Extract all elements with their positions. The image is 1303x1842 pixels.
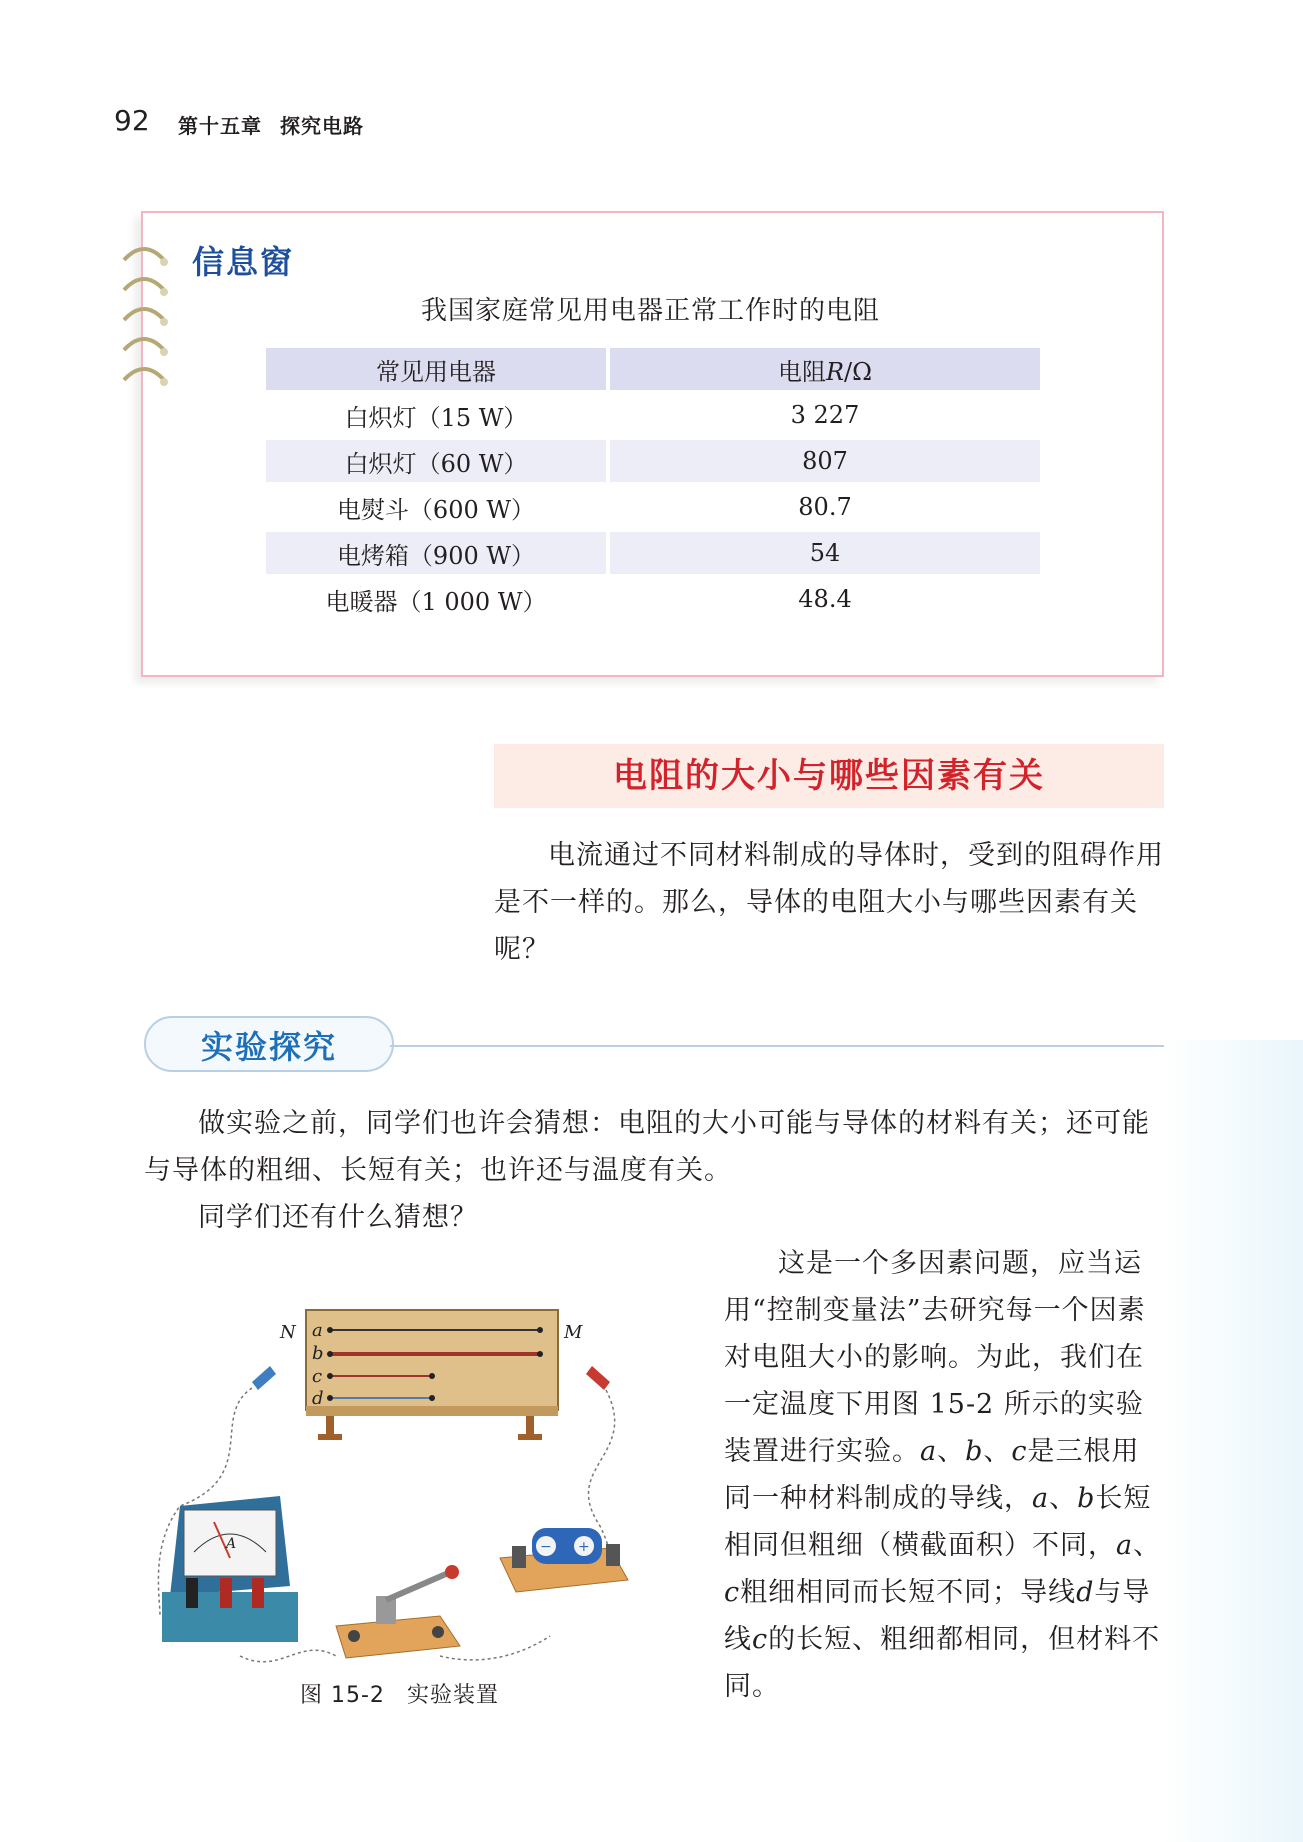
resistance-cell: 3 227 xyxy=(790,401,860,429)
resistance-symbol: R xyxy=(825,357,845,386)
method-text: 是三根用同一种材料制成的导线， xyxy=(724,1436,1140,1514)
resistance-cell: 80.7 xyxy=(798,493,852,521)
figure-caption-text: 实验装置 xyxy=(406,1683,499,1708)
method-text: 的长短、粗细都相同，但材料不同。 xyxy=(724,1624,1161,1702)
separator: 、 xyxy=(937,1436,966,1467)
question-paragraph: 同学们还有什么猜想？ xyxy=(198,1202,478,1233)
appliance-cell: 电烤箱（900 W） xyxy=(266,532,606,574)
ammeter-label: A xyxy=(226,1536,237,1552)
clip-right-icon xyxy=(586,1366,610,1390)
label-a: a xyxy=(312,1320,323,1341)
appliance-cell: 白炽灯（60 W） xyxy=(266,440,606,482)
ammeter xyxy=(162,1496,298,1642)
page-number: 92 xyxy=(114,104,150,137)
var-a: a xyxy=(1116,1530,1134,1561)
section-title: 电阻的大小与哪些因素有关 xyxy=(613,756,1045,796)
method-paragraph xyxy=(724,1240,1166,1710)
var-a: a xyxy=(920,1436,938,1467)
var-a: a xyxy=(1032,1483,1050,1514)
label-m: M xyxy=(564,1322,583,1343)
resistance-table xyxy=(262,344,1044,624)
table-header-row xyxy=(266,348,1040,390)
var-c: c xyxy=(752,1624,769,1655)
appliance-cell: 白炽灯（15 W） xyxy=(344,403,528,432)
plus-icon: + xyxy=(578,1539,590,1555)
resistance-unit: /Ω xyxy=(844,357,873,386)
var-d: d xyxy=(1076,1577,1095,1608)
knife-switch xyxy=(336,1565,460,1658)
clip-left-icon xyxy=(252,1366,276,1390)
method-text: 与导线 xyxy=(724,1577,1151,1655)
figure-number: 图 15-2 xyxy=(300,1683,385,1708)
section-intro-paragraph: 电流通过不同材料制成的导体时，受到的阻碍作用是不一样的。那么，导体的电阻大小与哪些因素有关呢？ xyxy=(494,840,1164,965)
table-row xyxy=(266,532,1040,574)
resistance-cell: 54 xyxy=(610,532,1040,574)
label-d: d xyxy=(312,1388,324,1409)
var-b: b xyxy=(965,1436,984,1467)
method-text: 这是一个多因素问题，应当运用“控制变量法”去研究每一个因素对电阻大小的影响。为此，我们在一定温度下用图 15-2 所示的实验装置进行实验。 xyxy=(724,1248,1146,1467)
appliance-cell: 电暖器（1 000 W） xyxy=(325,587,547,616)
var-c: c xyxy=(1011,1436,1028,1467)
label-b: b xyxy=(312,1343,324,1364)
experiment-apparatus-illustration xyxy=(140,1296,700,1676)
resistance-cell: 807 xyxy=(610,440,1040,482)
table-row xyxy=(266,578,1040,620)
table-row xyxy=(266,394,1040,436)
var-c: c xyxy=(724,1577,741,1608)
method-text: 粗细相同而长短不同；导线 xyxy=(740,1577,1077,1608)
experiment-divider xyxy=(390,1045,1164,1047)
wire-board xyxy=(306,1310,558,1440)
separator: 、 xyxy=(1133,1530,1162,1561)
appliance-cell: 电熨斗（600 W） xyxy=(336,495,536,524)
label-c: c xyxy=(312,1366,323,1387)
chapter-heading xyxy=(178,110,364,139)
column-header-appliance: 常见用电器 xyxy=(266,348,606,390)
method-text: 长短相同但粗细（横截面积）不同， xyxy=(724,1483,1152,1561)
table-title: 我国家庭常见用电器正常工作时的电阻 xyxy=(420,296,880,326)
experiment-label: 实验探究 xyxy=(200,1028,337,1066)
var-b: b xyxy=(1077,1483,1096,1514)
hypothesis-paragraph: 做实验之前，同学们也许会猜想：电阻的大小可能与导体的材料有关；还可能与导体的粗细、长短有关；也许还与温度有关。 xyxy=(144,1108,1150,1186)
table-row xyxy=(266,486,1040,528)
separator: 、 xyxy=(983,1436,1012,1467)
battery-holder xyxy=(500,1528,628,1592)
resistance-cell: 48.4 xyxy=(798,585,852,613)
minus-icon: − xyxy=(540,1539,552,1555)
chapter-number: 第十五章 xyxy=(178,114,262,138)
column-header-resistance-label: 电阻 xyxy=(777,357,826,386)
figure-caption xyxy=(300,1678,499,1709)
label-n: N xyxy=(280,1322,296,1343)
table-row xyxy=(266,440,1040,482)
chapter-title: 探究电路 xyxy=(280,114,364,138)
info-window-title: 信息窗 xyxy=(192,243,295,281)
page-edge-tint xyxy=(1160,1040,1303,1842)
separator: 、 xyxy=(1049,1483,1078,1514)
column-header-resistance xyxy=(610,348,1040,390)
